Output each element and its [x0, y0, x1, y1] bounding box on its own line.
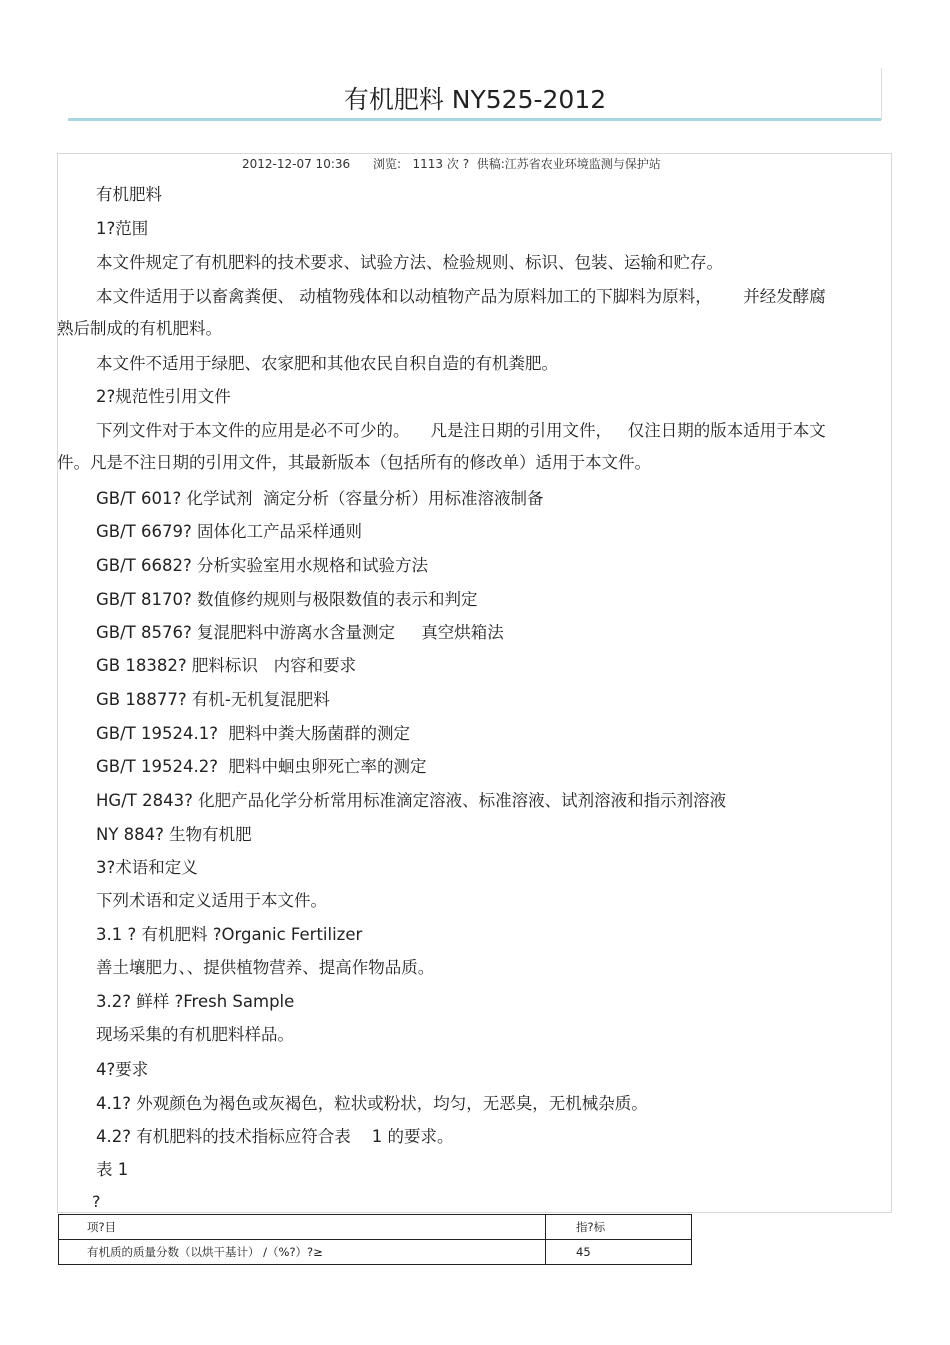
publish-date: 2012-12-07 10:36 — [242, 157, 351, 171]
reference-item: GB/T 19524.2? 肥料中蛔虫卵死亡率的测定 — [96, 757, 427, 776]
paragraph: 本文件适用于以畜禽粪便、 动植物残体和以动植物产品为原料加工的下脚料为原料， 并经发酵腐 — [96, 287, 826, 306]
table-caption: 表 1 — [96, 1160, 129, 1179]
views-label: 浏览: — [373, 157, 402, 171]
reference-item: GB/T 8576? 复混肥料中游离水含量测定 真空烘箱法 — [96, 623, 504, 642]
paragraph: 本文件不适用于绿肥、农家肥和其他农民自积自造的有机粪肥。 — [96, 354, 558, 373]
paragraph: 下列术语和定义适用于本文件。 — [96, 891, 327, 910]
term-heading: 3.2? 鲜样 ?Fresh Sample — [96, 992, 295, 1011]
page-title: 有机肥料 NY525-2012 — [343, 85, 607, 114]
header-index: 指?标 — [546, 1215, 692, 1240]
row-item: 有机质的质量分数（以烘干基计） /（%?）?≥ — [59, 1240, 546, 1265]
term-heading: 3.1 ? 有机肥料 ?Organic Fertilizer — [96, 925, 363, 944]
header-item: 项?目 — [59, 1215, 546, 1240]
reference-item: GB/T 6682? 分析实验室用水规格和试验方法 — [96, 556, 428, 575]
reference-item: NY 884? 生物有机肥 — [96, 825, 252, 844]
reference-item: GB/T 601? 化学试剂 滴定分析（容量分析）用标准溶液制备 — [96, 489, 544, 508]
reference-item: GB 18382? 肥料标识 内容和要求 — [96, 656, 357, 675]
source-label: 供稿: — [476, 157, 505, 171]
section-heading-terms: 3?术语和定义 — [96, 858, 198, 877]
doc-heading: 有机肥料 — [96, 185, 162, 204]
section-heading-references: 2?规范性引用文件 — [96, 387, 231, 406]
spec-table — [58, 1214, 692, 1265]
reference-item: GB/T 19524.1? 肥料中粪大肠菌群的测定 — [96, 724, 410, 743]
content-frame — [57, 153, 892, 1213]
section-heading-requirements: 4?要求 — [96, 1060, 149, 1079]
table-row — [59, 1240, 692, 1265]
source-name: 江苏省农业环境监测与保护站 — [504, 157, 661, 171]
stray-mark: ? — [92, 1192, 101, 1211]
section-heading-scope: 1?范围 — [96, 219, 149, 238]
table-header-row — [59, 1215, 692, 1240]
views-count: 1113 次 ? — [412, 157, 470, 171]
term-definition: 善土壤肥力、、提供植物营养、提高作物品质。 — [96, 958, 435, 977]
paragraph-continuation: 件。凡是不注日期的引用文件，其最新版本（包括所有的修改单）适用于本文件。 — [57, 453, 651, 472]
requirement-item: 4.1? 外观颜色为褐色或灰褐色，粒状或粉状，均匀，无恶臭，无机械杂质。 — [96, 1094, 648, 1113]
reference-item: HG/T 2843? 化肥产品化学分析常用标准滴定溶液、标准溶液、试剂溶液和指示剂溶液 — [96, 791, 727, 810]
reference-item: GB/T 6679? 固体化工产品采样通则 — [96, 522, 362, 541]
reference-item: GB 18877? 有机-无机复混肥料 — [96, 690, 330, 709]
paragraph: 本文件规定了有机肥料的技术要求、试验方法、检验规则、标识、包装、运输和贮存。 — [96, 253, 723, 272]
article-meta — [242, 155, 661, 172]
paragraph: 下列文件对于本文件的应用是必不可少的。 凡是注日期的引用文件， 仅注日期的版本适用于本文 — [96, 421, 826, 440]
requirement-item: 4.2? 有机肥料的技术指标应符合表 1 的要求。 — [96, 1127, 454, 1146]
title-underline — [68, 118, 881, 121]
row-index: 45 — [546, 1240, 692, 1265]
reference-item: GB/T 8170? 数值修约规则与极限数值的表示和判定 — [96, 590, 478, 609]
paragraph-continuation: 熟后制成的有机肥料。 — [57, 319, 222, 338]
term-definition: 现场采集的有机肥料样品。 — [96, 1025, 294, 1044]
